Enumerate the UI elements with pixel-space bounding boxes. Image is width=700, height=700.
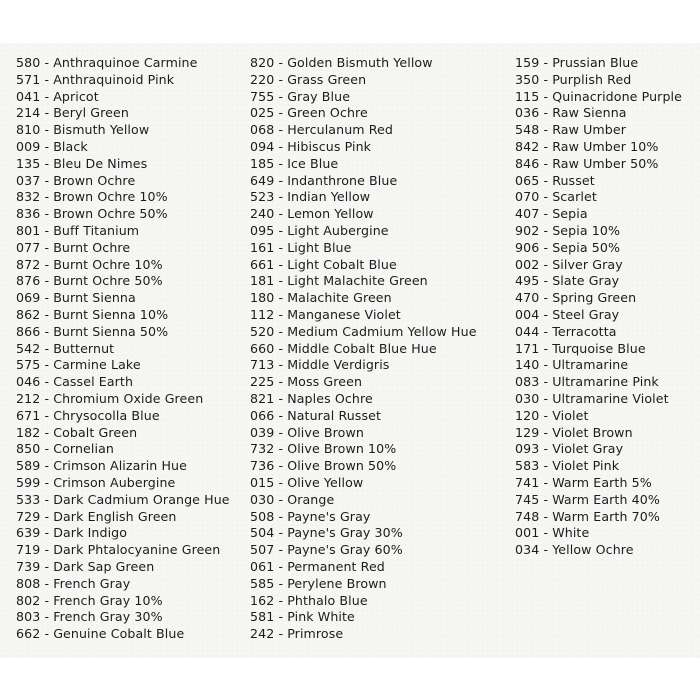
color-entry: 520 - Medium Cadmium Yellow Hue <box>250 323 477 339</box>
color-entry: 069 - Burnt Sienna <box>16 290 136 306</box>
color-entry: 070 - Scarlet <box>515 189 597 205</box>
color-entry: 507 - Payne's Gray 60% <box>250 542 403 558</box>
color-entry: 350 - Purplish Red <box>515 71 632 87</box>
color-column-2 <box>250 55 477 643</box>
color-entry: 671 - Chrysocolla Blue <box>16 407 160 423</box>
color-entry: 115 - Quinacridone Purple <box>515 88 682 104</box>
color-entry: 523 - Indian Yellow <box>250 189 371 205</box>
color-entry: 802 - French Gray 10% <box>16 592 163 608</box>
color-entry: 504 - Payne's Gray 30% <box>250 525 403 541</box>
color-entry: 068 - Herculanum Red <box>250 122 393 138</box>
color-entry: 639 - Dark Indigo <box>16 525 128 541</box>
color-entry: 083 - Ultramarine Pink <box>515 374 659 390</box>
color-entry: 810 - Bismuth Yellow <box>16 122 150 138</box>
color-entry: 112 - Manganese Violet <box>250 306 401 322</box>
color-entry: 832 - Brown Ochre 10% <box>16 189 168 205</box>
color-entry: 185 - Ice Blue <box>250 155 339 171</box>
color-list-sheet <box>0 43 700 658</box>
color-entry: 872 - Burnt Ochre 10% <box>16 256 163 272</box>
color-entry: 214 - Beryl Green <box>16 105 129 121</box>
color-entry: 739 - Dark Sap Green <box>16 558 155 574</box>
color-entry: 585 - Perylene Brown <box>250 575 387 591</box>
color-entry: 850 - Cornelian <box>16 441 114 457</box>
color-entry: 508 - Payne's Gray <box>250 508 371 524</box>
color-column-1 <box>16 55 230 643</box>
color-entry: 741 - Warm Earth 5% <box>515 474 652 490</box>
color-entry: 548 - Raw Umber <box>515 122 626 138</box>
color-entry: 001 - White <box>515 525 590 541</box>
color-entry: 820 - Golden Bismuth Yellow <box>250 55 433 70</box>
color-entry: 039 - Olive Brown <box>250 424 364 440</box>
color-entry: 748 - Warm Earth 70% <box>515 508 660 524</box>
color-entry: 030 - Ultramarine Violet <box>515 390 669 406</box>
color-entry: 571 - Anthraquinoid Pink <box>16 71 175 87</box>
color-entry: 732 - Olive Brown 10% <box>250 441 397 457</box>
color-entry: 182 - Cobalt Green <box>16 424 138 440</box>
color-entry: 225 - Moss Green <box>250 374 363 390</box>
color-entry: 004 - Steel Gray <box>515 306 620 322</box>
color-entry: 009 - Black <box>16 138 88 154</box>
color-entry: 713 - Middle Verdigris <box>250 357 390 373</box>
color-entry: 719 - Dark Phtalocyanine Green <box>16 542 221 558</box>
color-entry: 581 - Pink White <box>250 609 355 625</box>
color-entry: 842 - Raw Umber 10% <box>515 138 659 154</box>
color-entry: 044 - Terracotta <box>515 323 617 339</box>
color-entry: 212 - Chromium Oxide Green <box>16 390 204 406</box>
color-entry: 846 - Raw Umber 50% <box>515 155 659 171</box>
color-entry: 876 - Burnt Ochre 50% <box>16 273 163 289</box>
color-entry: 034 - Yellow Ochre <box>515 542 634 558</box>
color-entry: 120 - Violet <box>515 407 589 423</box>
color-entry: 542 - Butternut <box>16 340 115 356</box>
color-entry: 660 - Middle Cobalt Blue Hue <box>250 340 437 356</box>
color-entry: 242 - Primrose <box>250 626 344 642</box>
color-entry: 220 - Grass Green <box>250 71 367 87</box>
color-entry: 159 - Prussian Blue <box>515 55 639 70</box>
color-entry: 161 - Light Blue <box>250 239 352 255</box>
color-entry: 862 - Burnt Sienna 10% <box>16 306 169 322</box>
color-entry: 162 - Phthalo Blue <box>250 592 368 608</box>
color-entry: 661 - Light Cobalt Blue <box>250 256 397 272</box>
color-entry: 181 - Light Malachite Green <box>250 273 428 289</box>
color-entry: 575 - Carmine Lake <box>16 357 141 373</box>
color-entry: 821 - Naples Ochre <box>250 390 373 406</box>
color-entry: 025 - Green Ochre <box>250 105 368 121</box>
color-entry: 041 - Apricot <box>16 88 99 104</box>
color-entry: 037 - Brown Ochre <box>16 172 136 188</box>
color-entry: 808 - French Gray <box>16 575 131 591</box>
color-entry: 407 - Sepia <box>515 206 588 222</box>
color-entry: 649 - Indanthrone Blue <box>250 172 398 188</box>
color-entry: 046 - Cassel Earth <box>16 374 134 390</box>
color-entry: 240 - Lemon Yellow <box>250 206 374 222</box>
color-entry: 171 - Turquoise Blue <box>515 340 646 356</box>
color-entry: 662 - Genuine Cobalt Blue <box>16 626 185 642</box>
color-entry: 902 - Sepia 10% <box>515 222 621 238</box>
color-entry: 906 - Sepia 50% <box>515 239 621 255</box>
color-entry: 095 - Light Aubergine <box>250 222 389 238</box>
color-entry: 077 - Burnt Ochre <box>16 239 131 255</box>
color-entry: 066 - Natural Russet <box>250 407 382 423</box>
color-entry: 135 - Bleu De Nimes <box>16 155 148 171</box>
color-entry: 580 - Anthraquinoe Carmine <box>16 55 198 70</box>
color-entry: 803 - French Gray 30% <box>16 609 163 625</box>
color-entry: 140 - Ultramarine <box>515 357 629 373</box>
color-entry: 470 - Spring Green <box>515 290 637 306</box>
color-entry: 533 - Dark Cadmium Orange Hue <box>16 491 230 507</box>
color-entry: 836 - Brown Ochre 50% <box>16 206 168 222</box>
color-entry: 495 - Slate Gray <box>515 273 620 289</box>
color-entry: 736 - Olive Brown 50% <box>250 458 397 474</box>
color-entry: 129 - Violet Brown <box>515 424 633 440</box>
color-entry: 180 - Malachite Green <box>250 290 392 306</box>
color-entry: 093 - Violet Gray <box>515 441 624 457</box>
color-entry: 583 - Violet Pink <box>515 458 620 474</box>
color-entry: 065 - Russet <box>515 172 595 188</box>
color-entry: 002 - Silver Gray <box>515 256 623 272</box>
color-entry: 866 - Burnt Sienna 50% <box>16 323 169 339</box>
color-entry: 015 - Olive Yellow <box>250 474 364 490</box>
color-entry: 094 - Hibiscus Pink <box>250 138 372 154</box>
color-entry: 729 - Dark English Green <box>16 508 177 524</box>
color-entry: 755 - Gray Blue <box>250 88 351 104</box>
color-entry: 599 - Crimson Aubergine <box>16 474 176 490</box>
color-entry: 745 - Warm Earth 40% <box>515 491 660 507</box>
color-column-3 <box>515 55 682 559</box>
color-entry: 589 - Crimson Alizarin Hue <box>16 458 187 474</box>
color-entry: 801 - Buff Titanium <box>16 222 140 238</box>
color-entry: 030 - Orange <box>250 491 335 507</box>
color-entry: 061 - Permanent Red <box>250 558 385 574</box>
color-entry: 036 - Raw Sienna <box>515 105 627 121</box>
